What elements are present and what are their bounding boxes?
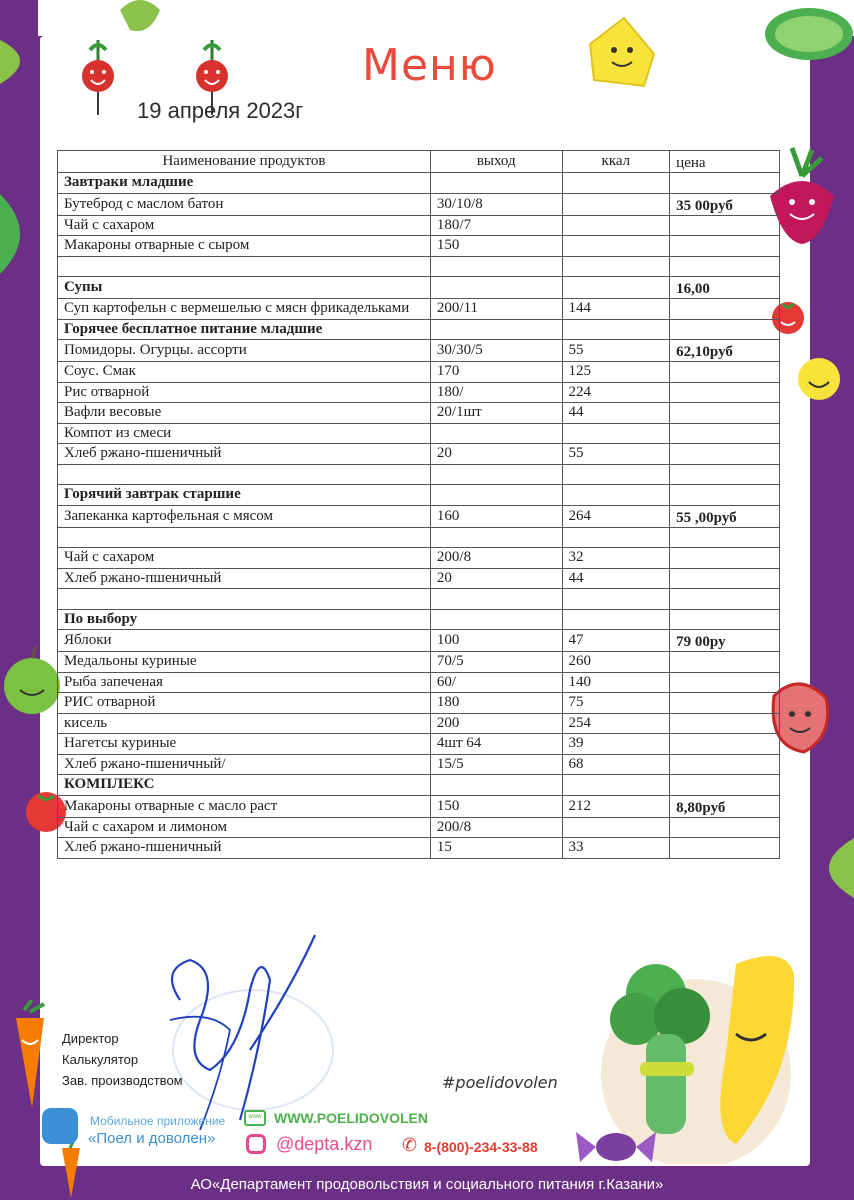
product-name-cell: Горячее бесплатное питание младшие xyxy=(58,319,431,340)
hashtag-label: #poelidovolen xyxy=(442,1073,558,1092)
price-cell xyxy=(670,319,780,340)
product-name-cell: По выбору xyxy=(58,609,431,630)
price-cell xyxy=(670,609,780,630)
price-cell xyxy=(670,754,780,775)
signature-labels xyxy=(62,1028,183,1091)
output-cell xyxy=(430,256,562,277)
mobile-app-name[interactable]: «Поел и доволен» xyxy=(88,1130,216,1147)
kcal-cell xyxy=(562,236,670,257)
price-cell xyxy=(670,485,780,506)
output-cell xyxy=(430,527,562,548)
green-apple-mascot-icon xyxy=(0,646,64,716)
kcal-cell xyxy=(562,256,670,277)
output-cell xyxy=(430,173,562,194)
section-row xyxy=(58,485,780,506)
product-name-cell: РИС отварной xyxy=(58,693,431,714)
lettuce-leaf-icon xyxy=(0,40,30,84)
product-name-cell: Помидоры. Огурцы. ассорти xyxy=(58,340,431,362)
price-cell xyxy=(670,527,780,548)
table-row xyxy=(58,505,780,527)
kcal-cell: 33 xyxy=(562,838,670,859)
table-row xyxy=(58,340,780,362)
product-name-cell xyxy=(58,464,431,485)
table-row xyxy=(58,382,780,403)
product-name-cell: Соус. Смак xyxy=(58,362,431,383)
menu-table xyxy=(57,150,780,859)
output-cell xyxy=(430,589,562,610)
kcal-cell: 44 xyxy=(562,568,670,589)
price-cell xyxy=(670,236,780,257)
instagram-icon xyxy=(246,1134,266,1154)
table-row xyxy=(58,713,780,734)
price-cell xyxy=(670,403,780,424)
output-cell: 20/1шт xyxy=(430,403,562,424)
product-name-cell: Горячий завтрак старшие xyxy=(58,485,431,506)
price-cell xyxy=(670,362,780,383)
output-cell xyxy=(430,775,562,796)
price-cell xyxy=(670,423,780,444)
menu-date: 19 апреля 2023г xyxy=(137,98,304,123)
section-row xyxy=(58,319,780,340)
product-name-cell: Завтраки младшие xyxy=(58,173,431,194)
website-link[interactable]: WWW.POELIDOVOLEN xyxy=(274,1110,428,1126)
kcal-cell xyxy=(562,319,670,340)
kcal-cell: 140 xyxy=(562,672,670,693)
output-cell: 60/ xyxy=(430,672,562,693)
table-row xyxy=(58,672,780,693)
product-name-cell: Запеканка картофельная с мясом xyxy=(58,505,431,527)
section-row xyxy=(58,609,780,630)
lettuce-leaf-icon xyxy=(120,0,160,36)
price-cell xyxy=(670,693,780,714)
table-row xyxy=(58,548,780,569)
kcal-cell xyxy=(562,215,670,236)
mobile-app-icon[interactable] xyxy=(42,1108,78,1144)
kcal-cell xyxy=(562,817,670,838)
output-cell xyxy=(430,277,562,299)
lettuce-leaf-icon xyxy=(0,194,36,274)
kcal-cell: 144 xyxy=(562,299,670,320)
radish-mascot-icon xyxy=(76,40,120,120)
table-row xyxy=(58,795,780,817)
kcal-cell xyxy=(562,527,670,548)
table-header-row xyxy=(58,151,780,173)
price-cell xyxy=(670,713,780,734)
output-cell: 200/8 xyxy=(430,548,562,569)
product-name-cell: Чай с сахаром xyxy=(58,215,431,236)
product-name-cell xyxy=(58,256,431,277)
output-cell: 20 xyxy=(430,444,562,465)
product-name-cell: Хлеб ржано-пшеничный xyxy=(58,568,431,589)
price-cell xyxy=(670,817,780,838)
output-cell: 15 xyxy=(430,838,562,859)
product-name-cell: Компот из смеси xyxy=(58,423,431,444)
kcal-cell: 47 xyxy=(562,630,670,652)
table-row xyxy=(58,403,780,424)
table-row xyxy=(58,734,780,755)
output-cell xyxy=(430,609,562,630)
table-row xyxy=(58,444,780,465)
output-cell: 200/11 xyxy=(430,299,562,320)
website-icon: www xyxy=(244,1110,266,1126)
output-cell xyxy=(430,423,562,444)
calculator-label: Калькулятор xyxy=(62,1052,139,1067)
kcal-cell: 68 xyxy=(562,754,670,775)
product-name-cell: Яблоки xyxy=(58,630,431,652)
price-cell xyxy=(670,299,780,320)
price-cell xyxy=(670,838,780,859)
kcal-cell xyxy=(562,193,670,215)
section-row xyxy=(58,173,780,194)
product-name-cell: Чай с сахаром xyxy=(58,548,431,569)
table-row xyxy=(58,527,780,548)
kcal-cell: 260 xyxy=(562,652,670,673)
output-cell: 180/7 xyxy=(430,215,562,236)
price-cell xyxy=(670,775,780,796)
product-name-cell: Хлеб ржано-пшеничный xyxy=(58,444,431,465)
kcal-cell xyxy=(562,609,670,630)
product-name-cell: Нагетсы куриные xyxy=(58,734,431,755)
section-row xyxy=(58,277,780,299)
product-name-cell: Суп картофельн с вермешелью с мясн фрикадельками xyxy=(58,299,431,320)
director-label: Директор xyxy=(62,1031,119,1046)
output-cell: 30/30/5 xyxy=(430,340,562,362)
table-row xyxy=(58,193,780,215)
output-cell: 200 xyxy=(430,713,562,734)
table-row xyxy=(58,299,780,320)
table-row xyxy=(58,754,780,775)
output-cell: 150 xyxy=(430,795,562,817)
table-row xyxy=(58,693,780,714)
cheese-mascot-icon xyxy=(584,14,660,90)
column-header-kcal: ккал xyxy=(562,151,670,173)
table-row xyxy=(58,630,780,652)
kcal-cell: 125 xyxy=(562,362,670,383)
kcal-cell: 75 xyxy=(562,693,670,714)
table-row xyxy=(58,464,780,485)
product-name-cell: Макароны отварные с сыром xyxy=(58,236,431,257)
cucumber-slice-icon xyxy=(764,4,854,64)
output-cell xyxy=(430,464,562,485)
product-name-cell: Чай с сахаром и лимоном xyxy=(58,817,431,838)
price-cell xyxy=(670,589,780,610)
price-cell: 79 00ру xyxy=(670,630,780,652)
product-name-cell: Вафли весовые xyxy=(58,403,431,424)
price-cell xyxy=(670,652,780,673)
price-cell: 62,10руб xyxy=(670,340,780,362)
output-cell: 15/5 xyxy=(430,754,562,775)
output-cell xyxy=(430,319,562,340)
kcal-cell: 39 xyxy=(562,734,670,755)
product-name-cell: Медальоны куриные xyxy=(58,652,431,673)
kcal-cell: 212 xyxy=(562,795,670,817)
output-cell: 100 xyxy=(430,630,562,652)
candy-icon xyxy=(576,1126,656,1168)
kcal-cell xyxy=(562,277,670,299)
price-cell xyxy=(670,672,780,693)
table-row xyxy=(58,215,780,236)
product-name-cell: Рис отварной xyxy=(58,382,431,403)
table-row xyxy=(58,256,780,277)
output-cell: 30/10/8 xyxy=(430,193,562,215)
production-manager-label: Зав. производством xyxy=(62,1073,183,1088)
output-cell: 150 xyxy=(430,236,562,257)
kcal-cell xyxy=(562,423,670,444)
section-row xyxy=(58,775,780,796)
price-cell xyxy=(670,256,780,277)
output-cell: 180/ xyxy=(430,382,562,403)
kcal-cell xyxy=(562,589,670,610)
kcal-cell xyxy=(562,464,670,485)
organization-footer: АО«Департамент продовольствия и социального питания г.Казани» xyxy=(190,1176,664,1193)
kcal-cell: 254 xyxy=(562,713,670,734)
mobile-app-label: Мобильное приложение xyxy=(90,1114,226,1128)
kcal-cell: 55 xyxy=(562,444,670,465)
product-name-cell: Хлеб ржано-пшеничный xyxy=(58,838,431,859)
table-row xyxy=(58,589,780,610)
output-cell: 4шт 64 xyxy=(430,734,562,755)
phone-icon: ✆ xyxy=(402,1135,418,1156)
product-name-cell: Хлеб ржано-пшеничный/ xyxy=(58,754,431,775)
kcal-cell: 264 xyxy=(562,505,670,527)
column-header-output: выход xyxy=(430,151,562,173)
table-row xyxy=(58,838,780,859)
lemon-mascot-icon xyxy=(796,356,842,402)
column-header-name: Наименование продуктов xyxy=(58,151,431,173)
table-row xyxy=(58,568,780,589)
product-name-cell: КОМПЛЕКС xyxy=(58,775,431,796)
price-cell xyxy=(670,215,780,236)
kcal-cell: 55 xyxy=(562,340,670,362)
price-cell: 8,80руб xyxy=(670,795,780,817)
product-name-cell xyxy=(58,589,431,610)
kcal-cell: 224 xyxy=(562,382,670,403)
kcal-cell: 44 xyxy=(562,403,670,424)
kcal-cell: 32 xyxy=(562,548,670,569)
price-cell xyxy=(670,568,780,589)
product-name-cell xyxy=(58,527,431,548)
table-row xyxy=(58,423,780,444)
output-cell: 180 xyxy=(430,693,562,714)
output-cell: 70/5 xyxy=(430,652,562,673)
price-cell: 16,00 xyxy=(670,277,780,299)
lettuce-leaf-icon xyxy=(804,838,854,898)
price-cell xyxy=(670,734,780,755)
menu-table-body xyxy=(58,151,780,859)
price-cell xyxy=(670,173,780,194)
output-cell: 160 xyxy=(430,505,562,527)
kcal-cell xyxy=(562,775,670,796)
product-name-cell: Бутеброд с маслом батон xyxy=(58,193,431,215)
kcal-cell xyxy=(562,485,670,506)
instagram-handle[interactable]: @depta.kzn xyxy=(276,1134,373,1154)
output-cell: 200/8 xyxy=(430,817,562,838)
output-cell: 20 xyxy=(430,568,562,589)
product-name-cell: Рыба запеченая xyxy=(58,672,431,693)
table-row xyxy=(58,362,780,383)
page-title: Меню xyxy=(362,40,497,91)
carrot-mascot-icon xyxy=(4,1000,54,1110)
table-row xyxy=(58,236,780,257)
price-cell: 55 ,00руб xyxy=(670,505,780,527)
product-name-cell: Макароны отварные с масло раст xyxy=(58,795,431,817)
price-cell: 35 00руб xyxy=(670,193,780,215)
price-cell xyxy=(670,444,780,465)
product-name-cell: Супы xyxy=(58,277,431,299)
table-row xyxy=(58,817,780,838)
price-cell xyxy=(670,548,780,569)
output-cell: 170 xyxy=(430,362,562,383)
phone-number[interactable]: 8-(800)-234-33-88 xyxy=(424,1139,538,1155)
price-cell xyxy=(670,382,780,403)
price-cell xyxy=(670,464,780,485)
kcal-cell xyxy=(562,173,670,194)
product-name-cell: кисель xyxy=(58,713,431,734)
table-row xyxy=(58,652,780,673)
output-cell xyxy=(430,485,562,506)
column-header-price: цена xyxy=(670,151,780,173)
